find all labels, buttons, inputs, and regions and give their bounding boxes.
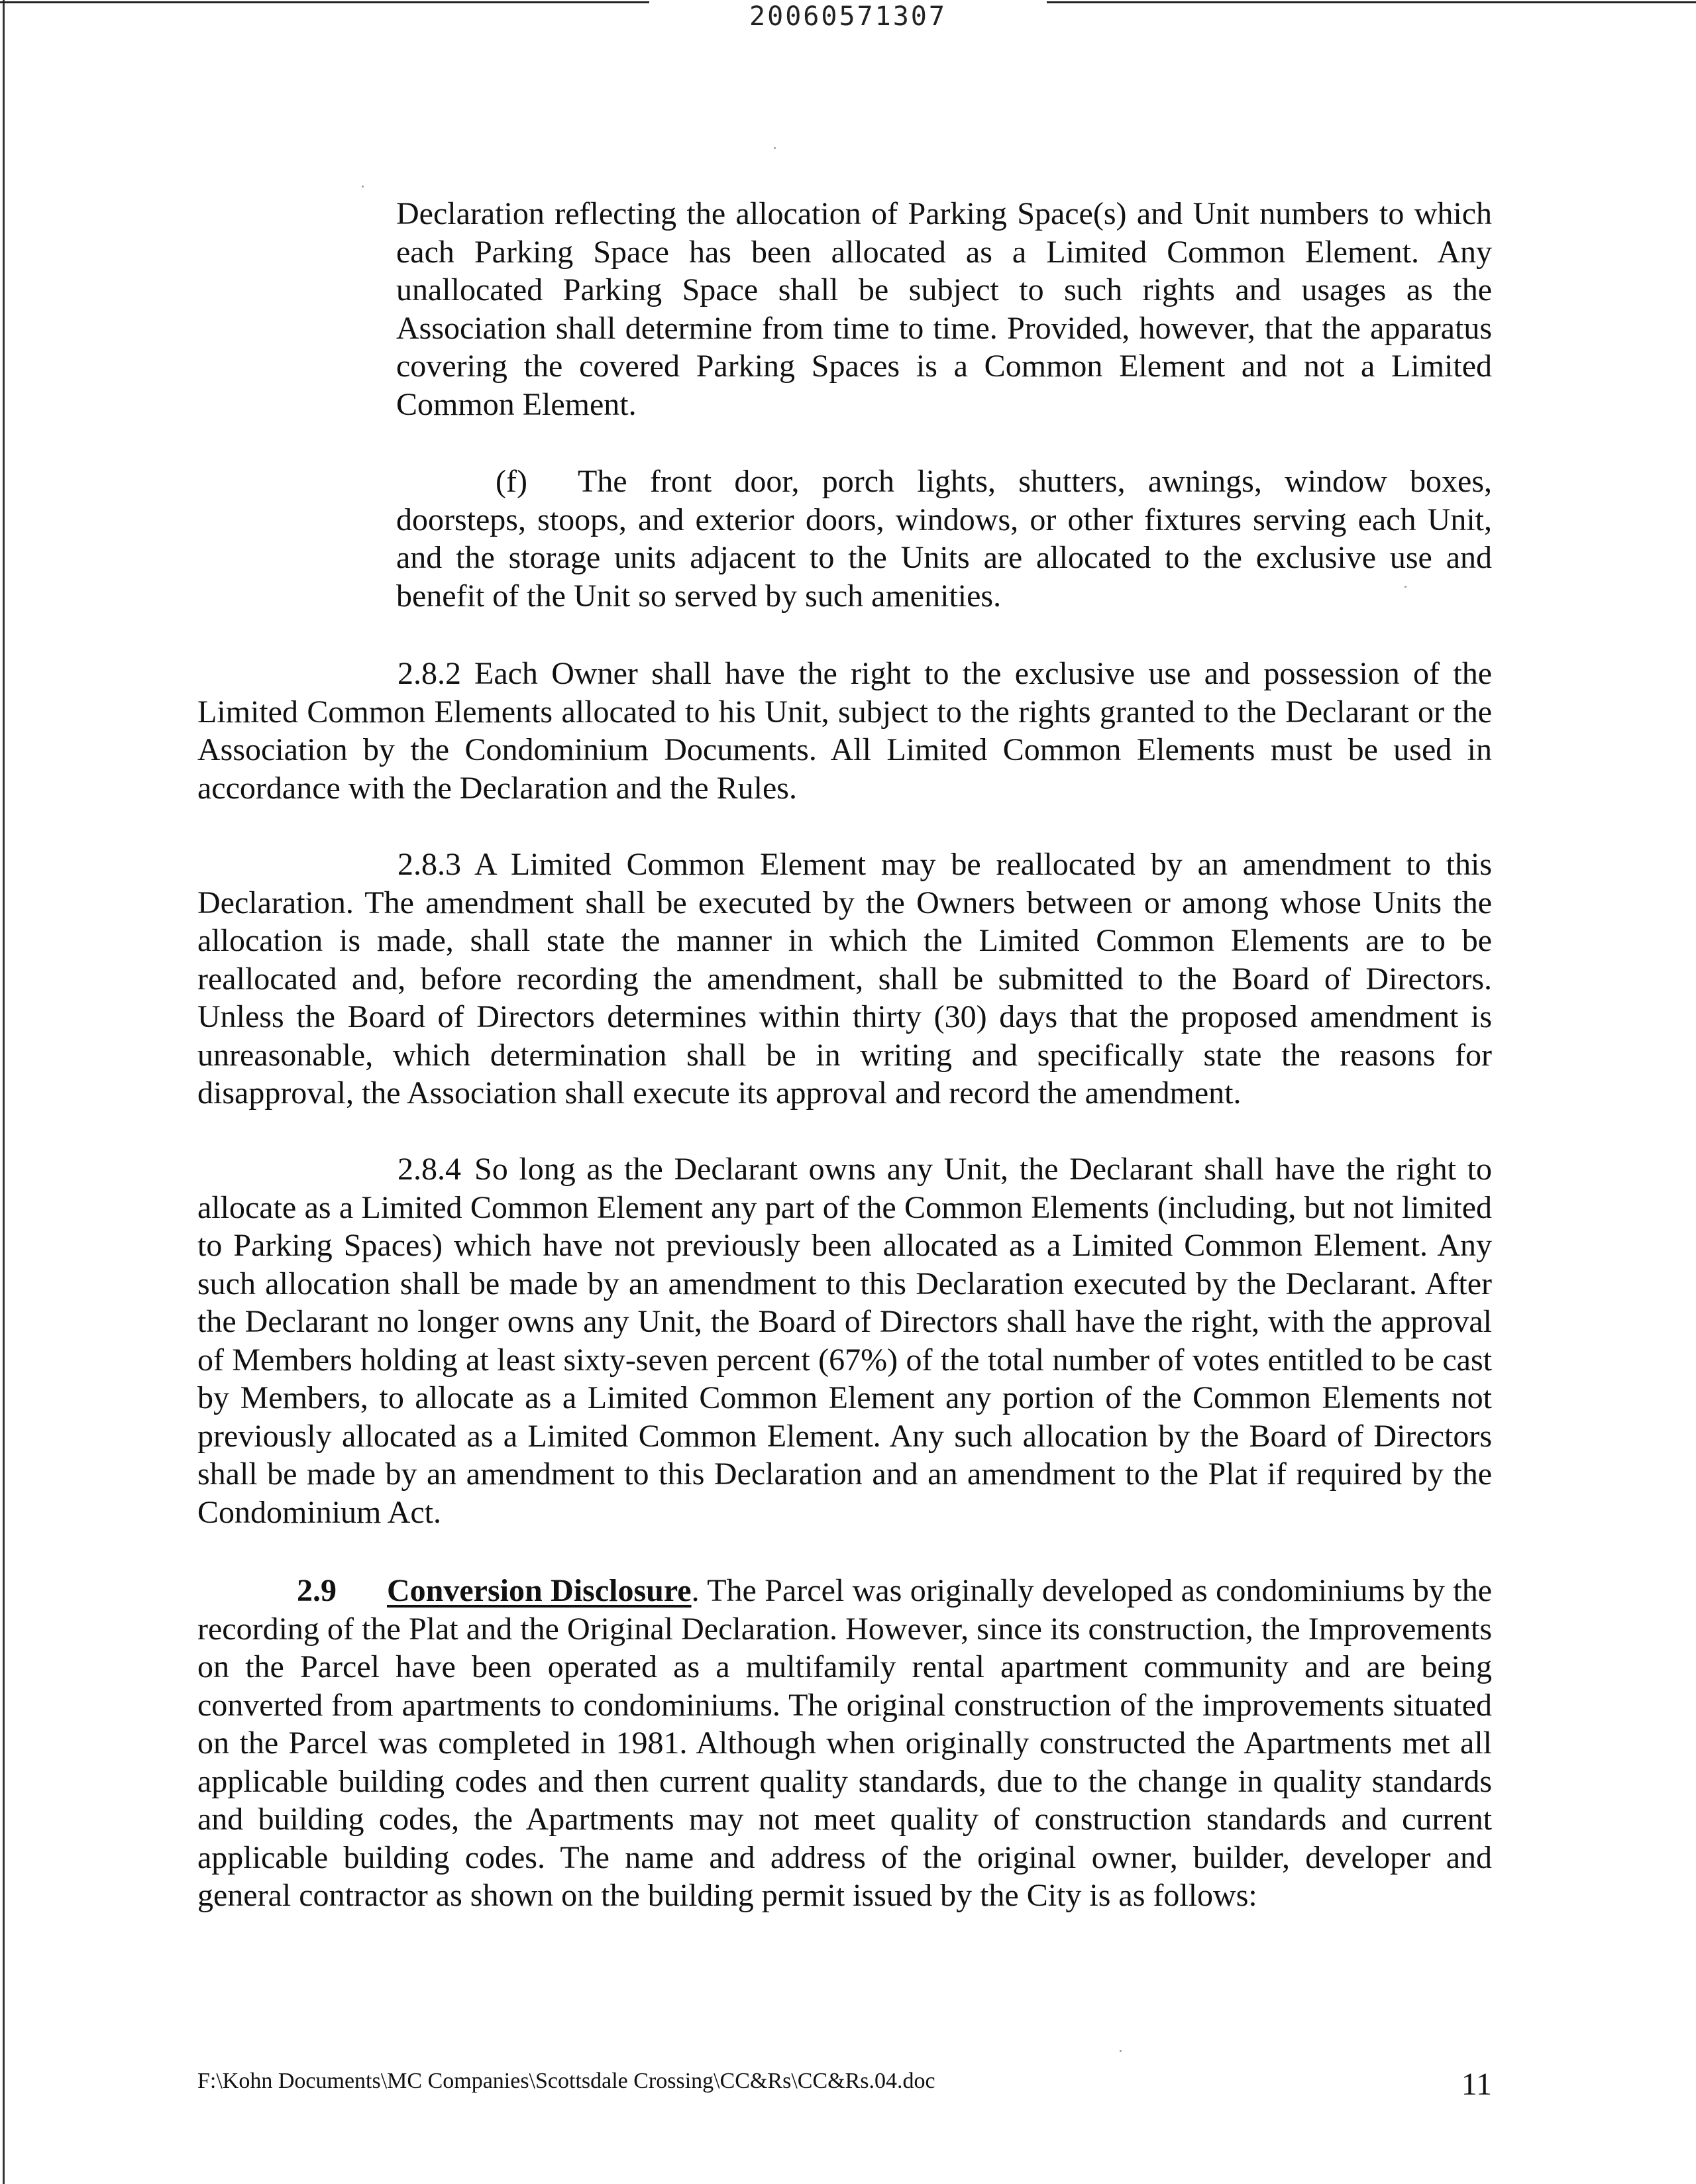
subsection-label: (f): [496, 464, 527, 499]
paragraph-2-8-2: [197, 655, 1492, 807]
recording-number: 20060571307: [749, 1, 947, 32]
section-number: 2.8.4: [398, 1152, 461, 1187]
paragraph-2-8-4: [197, 1150, 1492, 1531]
paragraph-2-8-3: [197, 846, 1492, 1113]
paragraph-f: [396, 463, 1492, 615]
footer-file-path: F:\Kohn Documents\MC Companies\Scottsdale Crossing\CC&Rs\CC&Rs.04.doc: [197, 2069, 935, 2093]
section-text: . The Parcel was originally developed as condominiums by the recording of the Plat and the Original Declaration. However, since its construction, the Improvements on the Parcel have been operated as a multifamily rental apartment community and are being converted from apartments to condominiums. The original construction of the improvements situated on the Parcel was completed in 1981. Although when originally constructed the Apartments met all applicable building codes and then current quality standards, due to the change in quality standards and building codes, the Apartments may not meet quality of construction standards and current applicable building codes. The name and address of the original owner, builder, developer and general contractor as shown on the building permit issued by the City is as follows:: [197, 1573, 1492, 1913]
paragraph-2-9: [197, 1572, 1492, 1915]
section-number: 2.9: [297, 1573, 337, 1608]
section-title: Conversion Disclosure: [387, 1573, 692, 1608]
subsection-text: The front door, porch lights, shutters, awnings, window boxes, doorsteps, stoops, and exterior doors, windows, or other fixtures serving each Unit, and the storage units adjacent to the Units are allocated to the exclusive use and benefit of the Unit so served by such amenities.: [396, 464, 1492, 614]
section-number: 2.8.2: [398, 656, 461, 691]
scan-speck: [774, 147, 776, 149]
section-text: A Limited Common Element may be reallocated by an amendment to this Declaration. The amendment shall be executed by the Owners between or among whose Units the allocation is made, shall state the manner in which the Limited Common Elements are to be reallocated and, before recording the amendment, shall be submitted to the Board of Directors. Unless the Board of Directors determines within thirty (30) days that the proposed amendment is unreasonable, which determination shall be in writing and specifically state the reasons for disapproval, the Association shall execute its approval and record the amendment.: [197, 847, 1492, 1111]
scan-speck: [362, 186, 364, 188]
section-number: 2.8.3: [398, 847, 461, 882]
scan-left-border: [3, 0, 5, 2184]
scan-speck: [1120, 2050, 1122, 2052]
section-text: Each Owner shall have the right to the exclusive use and possession of the Limited Common Elements allocated to his Unit, subject to the rights granted to the Declarant or the Association by the Condominium Documents. All Limited Common Elements must be used in accordance with the Declaration and the Rules.: [197, 656, 1492, 806]
scan-speck: [1404, 586, 1406, 588]
paragraph-parking-allocation: Declaration reflecting the allocation of Parking Space(s) and Unit numbers to which each Parking Space has been allocated as a Limited Common Element. Any unallocated Parking Space shall be subject to such rights and usages as the Association shall determine from time to time. Provided, however, that the apparatus covering the covered Parking Spaces is a Common Element and not a Limited Common Element.: [396, 196, 1492, 422]
page-number: 11: [1461, 2067, 1492, 2102]
section-text: So long as the Declarant owns any Unit, the Declarant shall have the right to allocate as a Limited Common Element any part of the Common Elements (including, but not limited to Parking Spaces) which have not previously been allocated as a Limited Common Element. Any such allocation shall be made by an amendment to this Declaration executed by the Declarant. After the Declarant no longer owns any Unit, the Board of Directors shall have the right, with the approval of Members holding at least sixty-seven percent (67%) of the total number of votes entitled to be cast by Members, to allocate as a Limited Common Element any portion of the Common Elements not previously allocated as a Limited Common Element. Any such allocation by the Board of Directors shall be made by an amendment to this Declaration and an amendment to the Plat if required by the Condominium Act.: [197, 1152, 1492, 1530]
